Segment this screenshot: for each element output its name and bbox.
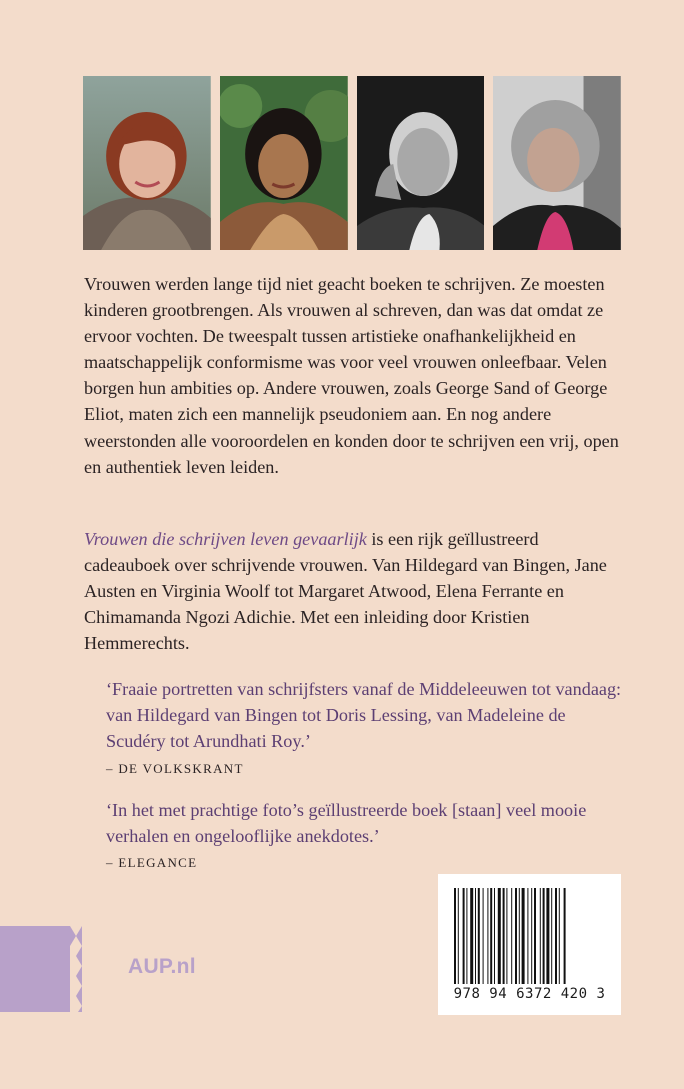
barcode-bar: [527, 888, 528, 984]
book-title: Vrouwen die schrijven leven gevaarlijk: [84, 529, 367, 549]
author-photo-3: [357, 76, 485, 250]
isbn-barcode: [438, 874, 621, 1015]
barcode-bar: [543, 888, 545, 984]
book-description-paragraph: [84, 526, 624, 656]
review-quote-1: ‘Fraaie portretten van schrijfsters vanaf de Middeleeuwen tot vandaag: van Hildegard van Bingen tot Doris Lessing, van Madeleine de Scudéry tot Arundhati Roy.’: [106, 679, 622, 752]
barcode-bar: [559, 888, 560, 984]
barcode-bar: [555, 888, 557, 984]
book-description-text: is een rijk geïllustreerd cadeauboek over schrijvende vrouwen. Van Hildegard van Bingen, Jane Austen en Virginia Woolf tot Margaret Atwood, Elena Ferrante en Chimamanda Ngozi Adichie. Met een inleiding door Kristien Hemmerechts.: [84, 529, 607, 654]
publisher-url[interactable]: AUP.nl: [128, 955, 196, 978]
barcode-bar: [511, 888, 512, 984]
barcode-bar: [454, 888, 456, 984]
barcode-bar: [498, 888, 501, 984]
barcode-bar: [458, 888, 459, 984]
barcode-bar: [506, 888, 507, 984]
review-source-2: – ELEGANCE: [106, 855, 198, 870]
author-photo-1: [83, 76, 211, 250]
barcode-bar: [534, 888, 536, 984]
barcode-bar: [546, 888, 549, 984]
barcode-bar: [519, 888, 520, 984]
barcode-bar: [466, 888, 467, 984]
author-photo-4: [493, 76, 621, 250]
barcode-bar: [487, 888, 488, 984]
barcode-bar: [515, 888, 517, 984]
barcode-bar: [478, 888, 480, 984]
barcode-bar: [503, 888, 505, 984]
barcode-bar: [483, 888, 484, 984]
review-quote-2: ‘In het met prachtige foto’s geïllustreerde boek [staan] veel mooie verhalen en ongelooflijke anekdotes.’: [106, 800, 587, 847]
barcode-bar: [475, 888, 476, 984]
review-source-1: – DE VOLKSKRANT: [106, 761, 244, 776]
author-photo-2: [220, 76, 348, 250]
barcode-bar: [463, 888, 465, 984]
barcode-bar: [494, 888, 495, 984]
barcode-bar: [522, 888, 525, 984]
isbn-number: 978 94 6372 420 3: [453, 986, 606, 1002]
barcode-bar: [531, 888, 532, 984]
barcode-bar: [540, 888, 541, 984]
author-photos: [83, 76, 621, 250]
barcode-bar: [564, 888, 566, 984]
barcode-bar: [551, 888, 552, 984]
barcode-bar: [490, 888, 492, 984]
barcode-bar: [470, 888, 473, 984]
barcode-bars: [454, 888, 605, 984]
publisher-tab-notch: [70, 926, 82, 1012]
description-paragraph: Vrouwen werden lange tijd niet geacht boeken te schrijven. Ze moesten kinderen grootbrengen. Als vrouwen al schreven, dan was dat omdat ze ervoor vochten. De tweespalt tussen artistieke onafhankelijkheid en maatschappelijk conformisme was voor veel vrouwen onleefbaar. Velen borgen hun ambities op. Andere vrouwen, zoals George Sand of George Eliot, maten zich een mannelijk pseudoniem aan. En nog andere weerstonden alle vooroordelen en konden door te schrijven een vrij, open en authentiek leven leiden.: [84, 274, 619, 477]
